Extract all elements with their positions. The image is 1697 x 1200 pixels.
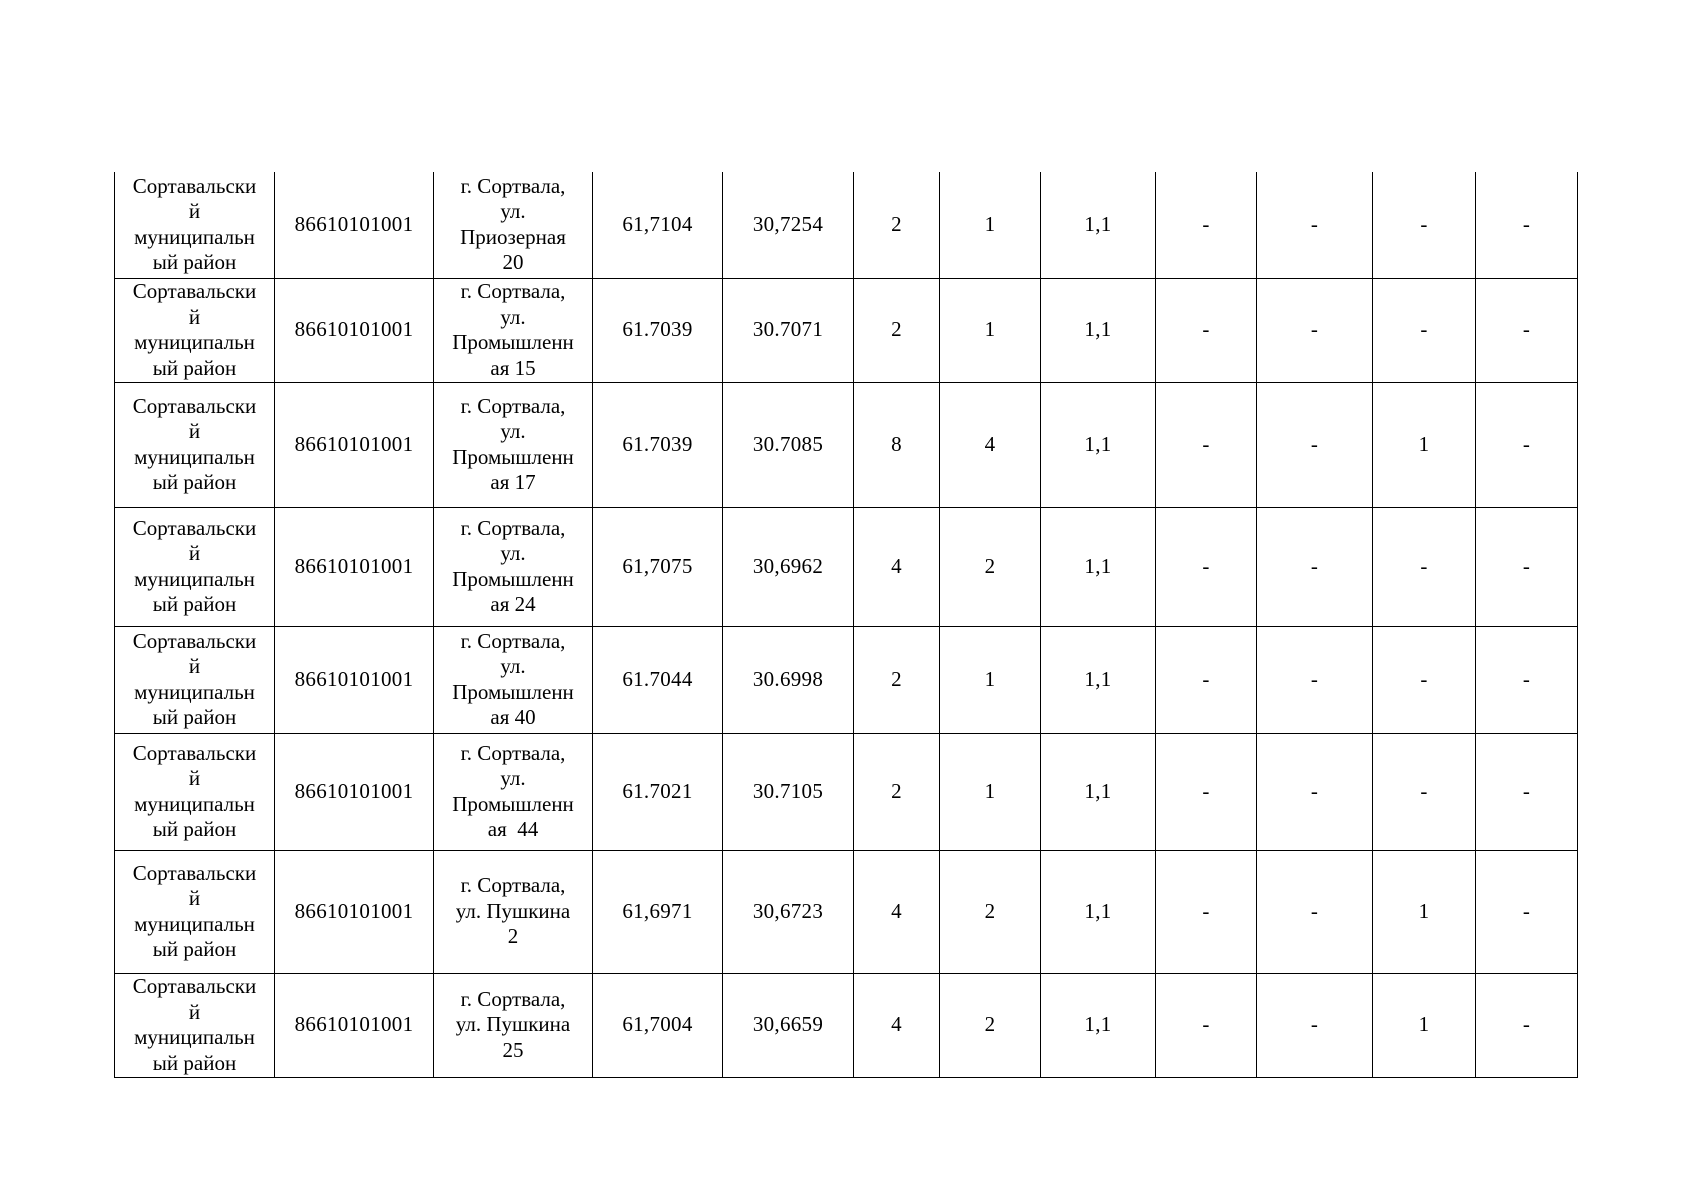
district-cell [115,733,275,850]
latitude-cell: 61,7104 [593,172,723,278]
volume-cell-8: 1,1 [1041,626,1156,733]
address-cell [434,850,593,973]
count-cell-7: 1 [940,172,1041,278]
cell-12: - [1476,626,1578,733]
latitude-cell: 61,7004 [593,973,723,1077]
district-cell [115,507,275,626]
district-line: муниципальн [134,1025,255,1049]
count-cell-6: 2 [854,172,940,278]
address-line: Промышленн [452,679,574,704]
address-line: г. Сортвала, [460,986,566,1011]
cell-12: - [1476,172,1578,278]
volume-cell-8: 1,1 [1041,278,1156,382]
count-cell-7: 1 [940,733,1041,850]
address-line: Промышленн [452,791,574,816]
address-line: ул. [500,541,526,565]
count-cell-7: 2 [940,507,1041,626]
longitude-cell: 30,6723 [723,850,854,973]
cell-9: - [1156,973,1257,1077]
address-line: ул. [500,766,526,790]
volume-cell-8: 1,1 [1041,733,1156,850]
longitude-cell: 30.7085 [723,382,854,507]
district-line: й [188,999,201,1024]
count-cell-7: 4 [940,382,1041,507]
oktmo-cell: 86610101001 [275,382,434,507]
latitude-cell: 61.7044 [593,626,723,733]
count-cell-7: 2 [940,973,1041,1077]
cell-9: - [1156,382,1257,507]
address-line: ул. [500,419,526,443]
cell-10: - [1257,382,1373,507]
district-line: й [188,419,201,443]
table-row [115,973,1578,1077]
address-line: г. Сортвала, [460,173,566,198]
address-line: 2 [507,924,519,949]
district-cell [115,973,275,1077]
address-line: г. Сортвала, [460,628,566,653]
cell-10: - [1257,278,1373,382]
count-cell-6: 2 [854,278,940,382]
district-line: ый район [152,1050,237,1075]
count-cell-6: 2 [854,733,940,850]
address-line: г. Сортвала, [460,873,566,898]
district-line: й [188,766,201,790]
count-cell-6: 4 [854,507,940,626]
address-line: ул. [500,654,526,678]
district-cell [115,626,275,733]
cell-9: - [1156,850,1257,973]
cell-12: - [1476,733,1578,850]
cell-12: - [1476,507,1578,626]
longitude-cell: 30.7071 [723,278,854,382]
address-cell [434,507,593,626]
longitude-cell: 30,6659 [723,973,854,1077]
district-line: Сортавальски [132,515,257,540]
district-line: муниципальн [134,679,255,704]
district-line: Сортавальски [132,279,257,303]
address-line: ая 15 [490,355,536,380]
district-cell [115,278,275,382]
longitude-cell: 30.7105 [723,733,854,850]
district-line: ый район [152,592,237,616]
latitude-cell: 61,7075 [593,507,723,626]
district-line: й [188,304,201,329]
district-line: ый район [152,470,237,494]
oktmo-cell: 86610101001 [275,733,434,850]
address-line: Промышленн [452,444,574,469]
cell-9: - [1156,626,1257,733]
registry-table [114,172,1578,1078]
district-cell [115,172,275,278]
cell-11: 1 [1373,850,1476,973]
address-line: Приозерная [460,224,566,249]
cell-10: - [1257,733,1373,850]
address-line: Промышленн [452,330,574,354]
volume-cell-8: 1,1 [1041,507,1156,626]
cell-11: 1 [1373,382,1476,507]
district-cell [115,382,275,507]
cell-12: - [1476,278,1578,382]
longitude-cell: 30,7254 [723,172,854,278]
cell-11: - [1373,733,1476,850]
district-line: муниципальн [134,566,255,591]
district-line: ый район [152,817,237,841]
cell-10: - [1257,850,1373,973]
latitude-cell: 61,6971 [593,850,723,973]
district-line: Сортавальски [132,740,257,765]
count-cell-6: 4 [854,973,940,1077]
address-line: ул. Пушкина [455,1012,571,1037]
table-row [115,733,1578,850]
cell-11: - [1373,626,1476,733]
count-cell-7: 1 [940,626,1041,733]
district-line: муниципальн [134,224,255,249]
cell-12: - [1476,850,1578,973]
oktmo-cell: 86610101001 [275,507,434,626]
cell-9: - [1156,278,1257,382]
cell-11: - [1373,507,1476,626]
longitude-cell: 30.6998 [723,626,854,733]
volume-cell-8: 1,1 [1041,382,1156,507]
address-line: ая 17 [490,470,536,494]
district-line: Сортавальски [132,628,257,653]
address-line: 20 [502,250,524,275]
address-cell [434,278,593,382]
table-row [115,507,1578,626]
cell-10: - [1257,172,1373,278]
cell-10: - [1257,507,1373,626]
district-line: ый район [152,250,237,275]
district-line: Сортавальски [132,173,257,198]
address-cell [434,382,593,507]
address-line: ая 40 [490,705,536,729]
count-cell-6: 2 [854,626,940,733]
count-cell-6: 4 [854,850,940,973]
address-cell [434,626,593,733]
oktmo-cell: 86610101001 [275,973,434,1077]
volume-cell-8: 1,1 [1041,973,1156,1077]
oktmo-cell: 86610101001 [275,172,434,278]
longitude-cell: 30,6962 [723,507,854,626]
count-cell-7: 1 [940,278,1041,382]
district-line: Сортавальски [132,393,257,418]
volume-cell-8: 1,1 [1041,172,1156,278]
cell-10: - [1257,626,1373,733]
oktmo-cell: 86610101001 [275,626,434,733]
table-body [115,172,1578,1077]
address-line: ул. Пушкина [455,898,571,923]
latitude-cell: 61.7039 [593,278,723,382]
latitude-cell: 61.7021 [593,733,723,850]
address-line: ая 24 [490,592,536,616]
address-cell [434,973,593,1077]
district-line: й [188,541,201,565]
table-row [115,278,1578,382]
district-line: муниципальн [134,911,255,936]
oktmo-cell: 86610101001 [275,850,434,973]
cell-12: - [1476,382,1578,507]
cell-9: - [1156,507,1257,626]
address-line: г. Сортвала, [460,279,566,303]
district-line: й [188,654,201,678]
district-line: ый район [152,705,237,729]
address-line: ул. [500,199,526,224]
address-line: Промышленн [452,566,574,591]
latitude-cell: 61.7039 [593,382,723,507]
district-line: й [188,886,201,910]
cell-12: - [1476,973,1578,1077]
address-cell [434,733,593,850]
count-cell-7: 2 [940,850,1041,973]
district-line: ый район [152,355,237,380]
cell-11: - [1373,172,1476,278]
address-line: г. Сортвала, [460,393,566,418]
oktmo-cell: 86610101001 [275,278,434,382]
district-cell [115,850,275,973]
address-line: ул. [500,304,526,329]
district-line: ый район [152,937,237,961]
cell-9: - [1156,172,1257,278]
cell-11: 1 [1373,973,1476,1077]
address-line: г. Сортвала, [460,740,566,765]
count-cell-6: 8 [854,382,940,507]
table-row [115,850,1578,973]
district-line: муниципальн [134,330,255,354]
district-line: й [188,199,201,224]
district-line: муниципальн [134,791,255,816]
address-line: г. Сортвала, [460,515,566,540]
address-line: 25 [502,1037,524,1062]
table-row [115,172,1578,278]
cell-11: - [1373,278,1476,382]
table-row [115,626,1578,733]
cell-10: - [1257,973,1373,1077]
volume-cell-8: 1,1 [1041,850,1156,973]
district-line: муниципальн [134,444,255,469]
cell-9: - [1156,733,1257,850]
district-line: Сортавальски [132,860,257,885]
address-line: ая 44 [487,817,539,841]
address-cell [434,172,593,278]
table-row [115,382,1578,507]
district-line: Сортавальски [132,974,257,998]
